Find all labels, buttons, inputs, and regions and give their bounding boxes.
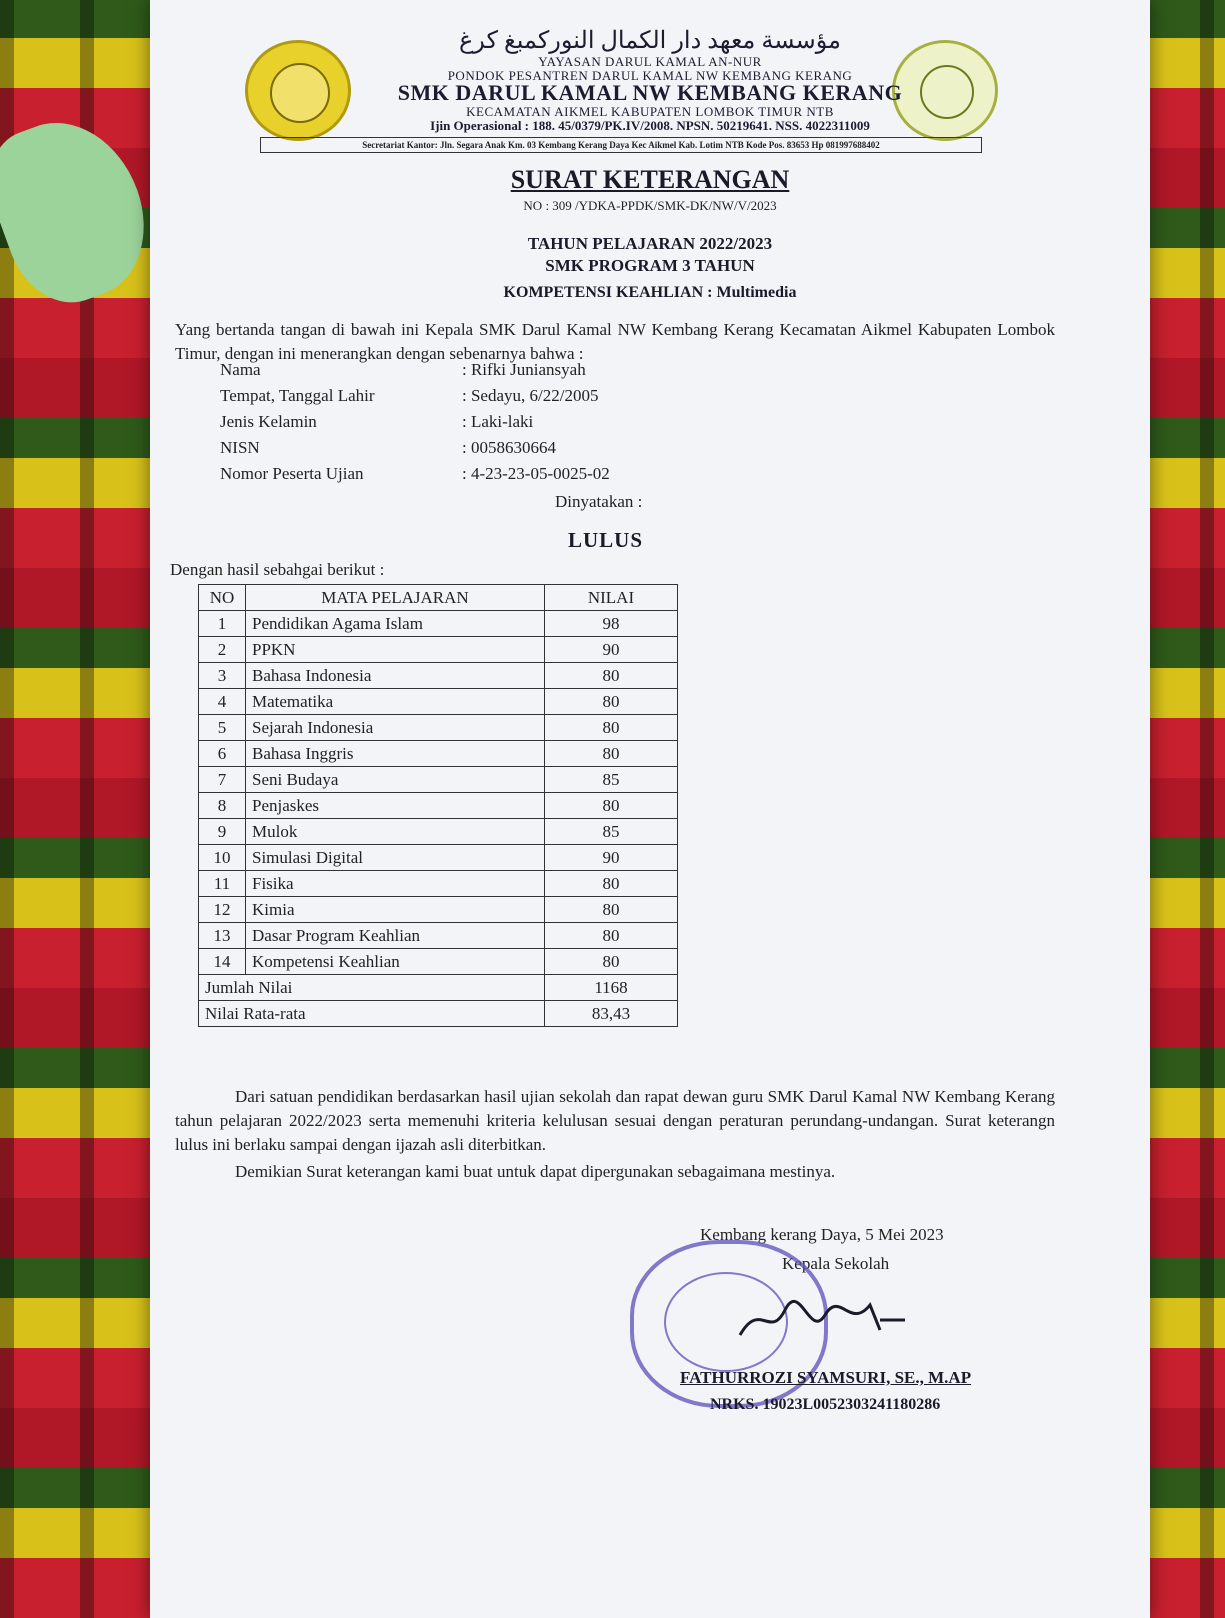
signer-name: FATHURROZI SYAMSURI, SE., M.AP (680, 1368, 972, 1387)
row-no: 10 (199, 845, 246, 871)
row-no: 11 (199, 871, 246, 897)
total-value: 1168 (545, 975, 678, 1001)
dinyatakan-label: Dinyatakan : (555, 492, 643, 511)
row-no: 12 (199, 897, 246, 923)
row-subject: Sejarah Indonesia (246, 715, 545, 741)
header-score: NILAI (545, 585, 678, 611)
row-no: 9 (199, 819, 246, 845)
row-no: 3 (199, 663, 246, 689)
row-subject: Pendidikan Agama Islam (246, 611, 545, 637)
field-value-nisn: : 0058630664 (462, 438, 556, 457)
row-score: 80 (545, 897, 678, 923)
kecamatan-line: KECAMATAN AIKMEL KABUPATEN LOMBOK TIMUR NTB (466, 104, 834, 119)
row-score: 80 (545, 923, 678, 949)
row-score: 80 (545, 741, 678, 767)
table-row (199, 871, 678, 897)
row-subject: Bahasa Indonesia (246, 663, 545, 689)
header-no: NO (199, 585, 246, 611)
table-row (199, 663, 678, 689)
table-header-row (199, 585, 678, 611)
signer-nrks: NRKS. 19023L0052303241180286 (710, 1396, 941, 1413)
table-row (199, 949, 678, 975)
row-score: 80 (545, 663, 678, 689)
row-subject: Simulasi Digital (246, 845, 545, 871)
grades-table (198, 584, 678, 1027)
row-score: 80 (545, 715, 678, 741)
table-row (199, 689, 678, 715)
row-subject: Dasar Program Keahlian (246, 923, 545, 949)
average-label: Nilai Rata-rata (199, 1001, 545, 1027)
row-subject: Seni Budaya (246, 767, 545, 793)
row-subject: Fisika (246, 871, 545, 897)
field-value-peserta: : 4-23-23-05-0025-02 (462, 464, 610, 483)
grades-body (199, 611, 678, 975)
status-lulus: LULUS (568, 528, 644, 552)
results-lead: Dengan hasil sebahgai berikut : (170, 560, 385, 579)
table-row (199, 819, 678, 845)
table-row (199, 611, 678, 637)
row-score: 80 (545, 871, 678, 897)
field-label-gender: Jenis Kelamin (220, 412, 317, 431)
average-row (199, 1001, 678, 1027)
row-subject: Mulok (246, 819, 545, 845)
row-score: 80 (545, 949, 678, 975)
document-paper (150, 0, 1150, 1618)
yayasan-line: YAYASAN DARUL KAMAL AN-NUR (538, 54, 762, 69)
academic-year: TAHUN PELAJARAN 2022/2023 (527, 234, 773, 253)
row-subject: Kompetensi Keahlian (246, 949, 545, 975)
row-no: 6 (199, 741, 246, 767)
kompetensi-line: KOMPETENSI KEAHLIAN : Multimedia (503, 284, 797, 301)
row-score: 90 (545, 845, 678, 871)
row-no: 14 (199, 949, 246, 975)
row-score: 80 (545, 689, 678, 715)
row-score: 80 (545, 793, 678, 819)
field-value-nama: : Rifki Juniansyah (462, 360, 586, 379)
row-score: 90 (545, 637, 678, 663)
header-subject: MATA PELAJARAN (246, 585, 545, 611)
row-subject: PPKN (246, 637, 545, 663)
ijin-line: Ijin Operasional : 188. 45/0379/PK.IV/2008. NPSN. 50219641. NSS. 4022311009 (430, 118, 870, 133)
place-date: Kembang kerang Daya, 5 Mei 2023 (700, 1225, 944, 1244)
row-no: 2 (199, 637, 246, 663)
program-line: SMK PROGRAM 3 TAHUN (545, 256, 755, 275)
school-name: SMK DARUL KAMAL NW KEMBANG KERANG (397, 80, 903, 105)
background-leaf (0, 101, 167, 318)
field-label-ttl: Tempat, Tanggal Lahir (220, 386, 375, 405)
signer-role: Kepala Sekolah (782, 1254, 890, 1273)
row-no: 13 (199, 923, 246, 949)
total-label: Jumlah Nilai (199, 975, 545, 1001)
row-no: 1 (199, 611, 246, 637)
average-value: 83,43 (545, 1001, 678, 1027)
field-label-nisn: NISN (220, 438, 260, 457)
table-row (199, 715, 678, 741)
table-row (199, 897, 678, 923)
pondok-line: PONDOK PESANTREN DARUL KAMAL NW KEMBANG KERANG (447, 68, 853, 83)
row-score: 98 (545, 611, 678, 637)
closing-paragraph: Dari satuan pendidikan berdasarkan hasil ujian sekolah dan rapat dewan guru SMK Darul Kamal NW Kembang Kerang tahun pelajaran 2022/2023 serta memenuhi kriteria kelulusan sesuai dengan peraturan perundang-undangan. Surat keterangn lulus ini berlaku sampai dengan ijazah asli diterbitkan. (175, 1087, 1055, 1154)
table-row (199, 767, 678, 793)
table-row (199, 741, 678, 767)
row-no: 8 (199, 793, 246, 819)
table-row (199, 793, 678, 819)
field-label-nama: Nama (220, 360, 261, 379)
row-subject: Bahasa Inggris (246, 741, 545, 767)
letter-number: NO : 309 /YDKA-PPDK/SMK-DK/NW/V/2023 (523, 198, 777, 213)
address-box: Secretariat Kantor: Jln. Segara Anak Km. 03 Kembang Kerang Daya Kec Aikmel Kab. Lotim NTB Kode Pos. 83653 Hp 081997688402 (260, 137, 982, 153)
row-score: 85 (545, 767, 678, 793)
row-subject: Penjaskes (246, 793, 545, 819)
letter-title: SURAT KETERANGAN (510, 165, 790, 194)
total-row (199, 975, 678, 1001)
table-row (199, 637, 678, 663)
table-row (199, 923, 678, 949)
row-no: 4 (199, 689, 246, 715)
handwritten-signature (730, 1290, 910, 1350)
field-label-peserta: Nomor Peserta Ujian (220, 464, 364, 483)
row-no: 5 (199, 715, 246, 741)
field-value-gender: : Laki-laki (462, 412, 534, 431)
arabic-header: مؤسسة معهد دار الكمال النوركمبغ كرغ (458, 28, 842, 54)
table-row (199, 845, 678, 871)
row-no: 7 (199, 767, 246, 793)
field-value-ttl: : Sedayu, 6/22/2005 (462, 386, 599, 405)
row-subject: Matematika (246, 689, 545, 715)
closing-final-sentence: Demikian Surat keterangan kami buat untuk dapat dipergunakan sebagaimana mestinya. (235, 1162, 836, 1181)
row-subject: Kimia (246, 897, 545, 923)
row-score: 85 (545, 819, 678, 845)
intro-paragraph: Yang bertanda tangan di bawah ini Kepala SMK Darul Kamal NW Kembang Kerang Kecamatan Aikmel Kabupaten Lombok Timur, dengan ini menerangkan dengan sebenarnya bahwa : (175, 320, 1055, 363)
